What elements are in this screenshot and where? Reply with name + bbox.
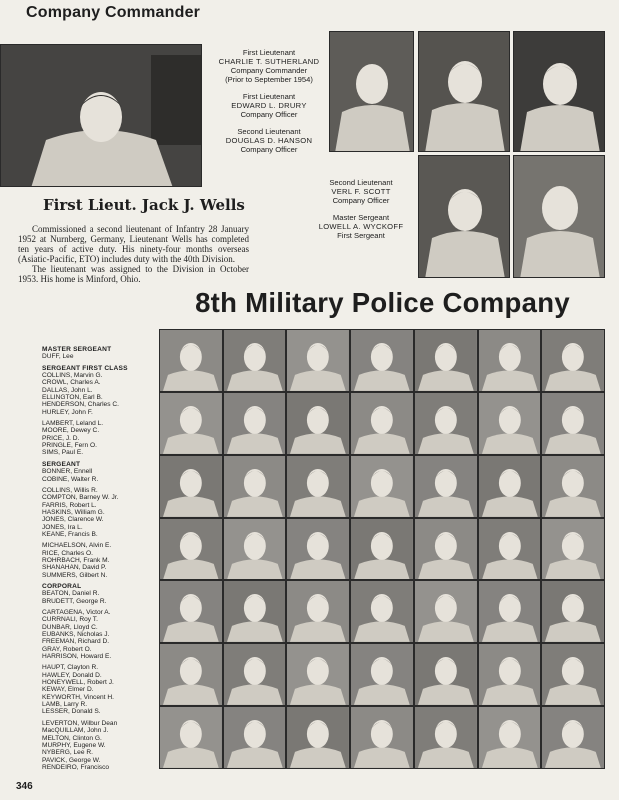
officer-photo-wyckoff [513, 155, 605, 278]
roster-name: LAMB, Larry R. [42, 701, 88, 709]
officer-list-2 [306, 178, 416, 240]
roster-name: BONNER, Ennell [42, 468, 93, 476]
officer-4-name: VERL F. SCOTT [331, 187, 391, 196]
officer-1-rank: First Lieutenant [242, 48, 296, 57]
personnel-portrait [415, 707, 477, 768]
personnel-portrait [224, 581, 286, 642]
personnel-portrait [351, 330, 413, 391]
roster-name: MURPHY, Eugene W. [42, 741, 106, 749]
roster-name: HARRISON, Howard E. [42, 653, 112, 661]
roster-rank-heading: MASTER SERGEANT [42, 346, 112, 353]
personnel-portrait [160, 456, 222, 517]
roster-name: HENDERSON, Charles C. [42, 401, 119, 409]
personnel-portrait [479, 644, 541, 705]
roster-name: MacQUILLAM, John J. [42, 727, 109, 735]
commander-bio-paragraph-2: The lieutenant was assigned to the Division in October 1953. His home is Minford, Ohio. [18, 264, 249, 284]
officer-list-1 [210, 48, 328, 154]
personnel-portrait [479, 330, 541, 391]
roster-name: KEWAY, Elmer D. [42, 686, 94, 694]
personnel-portrait [351, 644, 413, 705]
officer-photo-drury [418, 31, 510, 152]
personnel-portrait [479, 581, 541, 642]
roster-name: HURLEY, John F. [42, 408, 93, 416]
roster-name: FARRIS, Robert L. [42, 501, 97, 509]
personnel-portrait [160, 581, 222, 642]
personnel-portrait [351, 581, 413, 642]
personnel-portrait [415, 393, 477, 454]
roster-name: DUNBAR, Lloyd C. [42, 623, 98, 631]
officer-photo-sutherland [329, 31, 414, 152]
roster-rank-heading: SERGEANT FIRST CLASS [42, 364, 128, 372]
commander-photo [0, 44, 202, 187]
personnel-portrait [224, 644, 286, 705]
personnel-portrait [351, 456, 413, 517]
roster-name: LAMBERT, Leland L. [42, 420, 104, 428]
roster-name: DALLAS, John L. [42, 386, 93, 394]
roster-name: BRUDETT, George R. [42, 597, 107, 605]
personnel-portrait [287, 330, 349, 391]
roster-name: SHANAHAN, David P. [42, 564, 107, 572]
roster-name: CROWL, Charles A. [42, 379, 101, 387]
personnel-portrait [287, 707, 349, 768]
roster-name: HASKINS, William G. [42, 508, 105, 516]
personnel-portrait [287, 456, 349, 517]
officer-photo-hanson [513, 31, 605, 152]
roster-rank-heading: CORPORAL [42, 582, 82, 590]
roster-name: COLLINS, Willis R. [42, 486, 98, 494]
roster-name: HAWLEY, Donald D. [42, 671, 102, 679]
roster-name: MICHAELSON, Alvin E. [42, 542, 112, 550]
roster-name: JONES, Ira L. [42, 523, 83, 531]
roster-name: SIMS, Paul E. [42, 449, 84, 457]
personnel-portrait [479, 707, 541, 768]
personnel-portrait [415, 330, 477, 391]
personnel-portrait [479, 456, 541, 517]
roster-name: RENDEIRO, Francisco [42, 763, 110, 771]
personnel-portrait [287, 393, 349, 454]
personnel-portrait [415, 456, 477, 517]
roster-name: SUMMERS, Gilbert N. [42, 571, 108, 579]
officer-3-rank: Second Lieutenant [237, 127, 301, 136]
officer-1-role: Company Commander [230, 66, 308, 75]
personnel-portrait [287, 581, 349, 642]
roster-name: PRICE, J. D. [42, 434, 80, 442]
roster-name: KEANE, Francis B. [42, 530, 98, 538]
roster-name: DUFF, Lee [42, 353, 74, 361]
personnel-portrait [160, 330, 222, 391]
roster-name: HONEYWELL, Robert J. [42, 679, 114, 687]
personnel-portrait [542, 393, 604, 454]
officer-2-name: EDWARD L. DRURY [231, 101, 307, 110]
personnel-portrait [287, 644, 349, 705]
officer-2-role: Company Officer [240, 110, 298, 119]
commander-bio [18, 224, 249, 284]
personnel-portrait [224, 393, 286, 454]
personnel-portrait [542, 330, 604, 391]
personnel-portrait [415, 644, 477, 705]
personnel-portrait [160, 393, 222, 454]
personnel-portrait [415, 519, 477, 580]
page-number: 346 [16, 781, 33, 792]
officer-5-role: First Sergeant [337, 231, 385, 240]
page-section-title: Company Commander [26, 4, 201, 21]
commander-name: First Lieut. Jack J. Wells [43, 196, 245, 214]
personnel-portrait [287, 519, 349, 580]
personnel-portrait [224, 707, 286, 768]
roster-name: CARTAGENA, Victor A. [42, 609, 111, 616]
roster-name: NYBERG, Lee R. [42, 749, 93, 757]
personnel-portrait [351, 707, 413, 768]
personnel-portrait [542, 519, 604, 580]
roster-name: ROHRBACH, Frank M. [42, 556, 110, 564]
roster-name: LEVERTON, Wilbur Dean [42, 719, 118, 727]
roster-name: PAVICK, George W. [42, 756, 101, 764]
roster-name: KEYWORTH, Vincent H. [42, 693, 114, 701]
roster-name: RICE, Charles O. [42, 549, 93, 557]
officer-photo-scott [418, 155, 510, 278]
roster-name: EUBANKS, Nicholas J. [42, 631, 110, 639]
officer-3-role: Company Officer [240, 145, 298, 154]
officer-4-rank: Second Lieutenant [329, 178, 393, 187]
personnel-portrait [351, 393, 413, 454]
personnel-portrait [351, 519, 413, 580]
personnel-photo-grid [159, 329, 605, 769]
company-title: 8th Military Police Company [195, 287, 570, 318]
roster-name: ELLINGTON, Earl B. [42, 394, 103, 402]
roster-name: CURRNALI, Roy T. [42, 616, 98, 624]
officer-5-name: LOWELL A. WYCKOFF [318, 222, 404, 231]
personnel-portrait [415, 581, 477, 642]
personnel-portrait [224, 456, 286, 517]
personnel-portrait [160, 707, 222, 768]
personnel-portrait [224, 330, 286, 391]
roster-name: COLLINS, Marvin G. [42, 372, 103, 380]
commander-bio-paragraph-1: Commissioned a second lieutenant of Infantry 28 January 1952 at Nurnberg, Germany, Lieutenant Wells has completed ten years of active duty. His ninety-four months overseas (Asiatic-Pacific, ETO) includes duty with the 40th Division. [18, 224, 249, 264]
officer-5-rank: Master Sergeant [332, 213, 390, 222]
roster-name: COMPTON, Barney W. Jr. [42, 494, 119, 502]
roster-name: HAUPT, Clayton R. [42, 664, 99, 672]
personnel-portrait [479, 519, 541, 580]
personnel-portrait [160, 519, 222, 580]
roster-name: MELTON, Clinton G. [42, 734, 102, 742]
officer-4-role: Company Officer [332, 196, 390, 205]
personnel-portrait [542, 644, 604, 705]
roster-name: COBINE, Walter R. [42, 475, 99, 483]
personnel-portrait [160, 644, 222, 705]
personnel-portrait [542, 707, 604, 768]
roster-name: BEATON, Daniel R. [42, 590, 100, 598]
roster-name: LESSER, Donald S. [42, 708, 101, 716]
officer-2-rank: First Lieutenant [242, 92, 296, 101]
officer-1-name: CHARLIE T. SUTHERLAND [218, 57, 320, 66]
roster-name: GRAY, Robert O. [42, 645, 92, 653]
roster-name: JONES, Clarence W. [42, 516, 104, 524]
officer-3-name: DOUGLAS D. HANSON [225, 136, 313, 145]
officer-1-note: (Prior to September 1954) [225, 75, 313, 84]
personnel-portrait [542, 581, 604, 642]
roster-name: PRINGLE, Fern O. [42, 442, 97, 450]
roster-name: MOORE, Dewey C. [42, 427, 100, 435]
personnel-portrait [542, 456, 604, 517]
roster-list [42, 346, 160, 771]
personnel-portrait [224, 519, 286, 580]
roster-name: FREEMAN, Richard D. [42, 638, 110, 646]
roster-rank-heading: SERGEANT [42, 460, 81, 468]
personnel-portrait [479, 393, 541, 454]
